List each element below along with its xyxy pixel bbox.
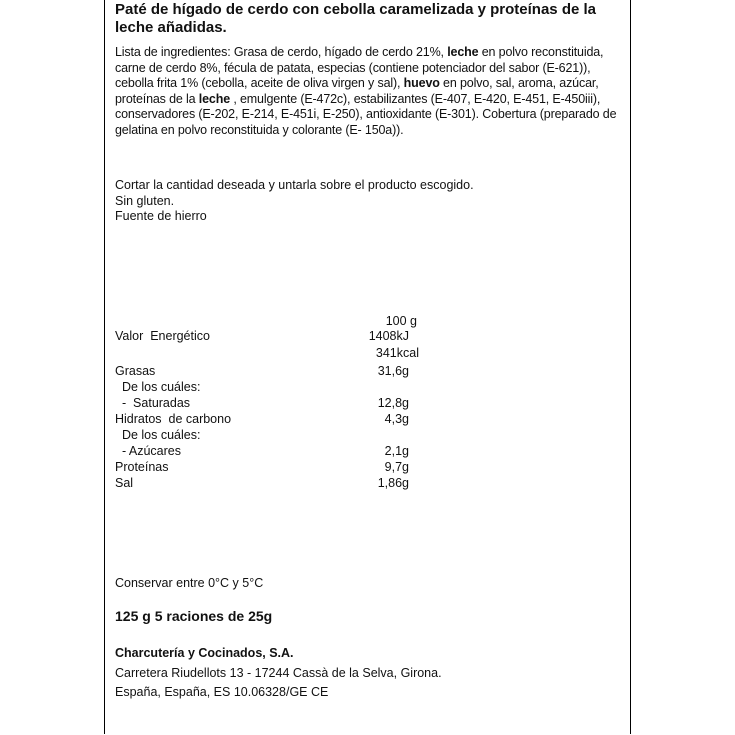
nutrient-value: 2,1g: [384, 444, 409, 458]
nutrition-row: [105, 346, 505, 362]
usage-notes: [115, 178, 620, 225]
allergen-milk: leche: [447, 45, 479, 59]
nutrient-label: De los cuáles:: [115, 428, 201, 442]
nutrition-row: [105, 428, 505, 444]
nutrient-value: 4,3g: [384, 412, 409, 426]
nutrient-label: Grasas: [115, 364, 156, 378]
nutrition-row: [105, 412, 505, 428]
nutrient-value: 12,8g: [377, 396, 409, 410]
nutrient-label: Hidratos de carbono: [115, 412, 232, 426]
manufacturer-name: Charcutería y Cocinados, S.A.: [115, 646, 294, 660]
nutrient-label: Sal: [115, 476, 134, 490]
gluten-free-claim: Sin gluten.: [115, 193, 175, 208]
ingredient-segment: en polvo reconstituida, carne de cerdo 8%, fécula de patata, especias (contiene potenciador del sabor (E-621)), cebolla frita 1% (cebolla, aceite de oliva virgen y sal),: [115, 45, 604, 91]
nutrition-row: [105, 444, 505, 460]
nutrient-label: De los cuáles:: [115, 380, 201, 394]
nutrition-row: [105, 364, 505, 380]
ingredient-segment: Lista de ingredientes: Grasa de cerdo, hígado de cerdo 21%,: [115, 45, 448, 59]
nutrient-value: 341kcal: [375, 346, 419, 360]
allergen-egg: huevo: [403, 76, 440, 91]
nutrient-value: 9,7g: [384, 460, 409, 474]
nutrient-value: 1,86g: [377, 476, 409, 490]
nutrition-header-per: 100 g: [385, 314, 417, 328]
nutrition-row: [105, 329, 505, 345]
nutrient-label: Proteínas: [115, 460, 169, 474]
iron-claim: Fuente de hierro: [115, 209, 207, 224]
manufacturer-address: Carretera Riudellots 13 - 17244 Cassà de la Selva, Girona.: [115, 666, 442, 680]
portion-info: 125 g 5 raciones de 25g: [115, 608, 273, 624]
nutrient-value: 1408kJ: [368, 329, 409, 343]
label-sheet: [104, 0, 631, 734]
ingredients-list: [115, 45, 625, 139]
nutrient-label: - Azúcares: [115, 444, 181, 458]
nutrition-header: [105, 314, 505, 330]
ingredient-segment: , emulgente (E-472c), estabilizantes (E-407, E-420, E-451, E-450iii), conservadores (E-202, E-214, E-451i, E-250), antioxidante (E-301). Cobertura (preparado de gelatina en polvo reconstituida y colorante (E- 150a)).: [115, 91, 617, 137]
ingredient-segment: en polvo, sal, aroma, azúcar, proteínas de la: [115, 76, 599, 106]
sanitary-registry: España, España, ES 10.06328/GE CE: [115, 685, 329, 699]
nutrition-row: [105, 476, 505, 492]
storage-instructions: Conservar entre 0°C y 5°C: [115, 576, 264, 590]
nutrient-label: - Saturadas: [115, 396, 191, 410]
usage-instruction: Cortar la cantidad deseada y untarla sobre el producto escogido.: [115, 178, 474, 192]
nutrition-row: [105, 396, 505, 412]
nutrient-label: Valor Energético: [115, 329, 210, 343]
product-title: Paté de hígado de cerdo con cebolla caramelizada y proteínas de la leche añadidas.: [115, 1, 596, 36]
nutrient-value: 31,6g: [377, 364, 409, 378]
nutrition-row: [105, 380, 505, 396]
allergen-milk: leche: [198, 91, 230, 106]
nutrition-row: [105, 460, 505, 476]
